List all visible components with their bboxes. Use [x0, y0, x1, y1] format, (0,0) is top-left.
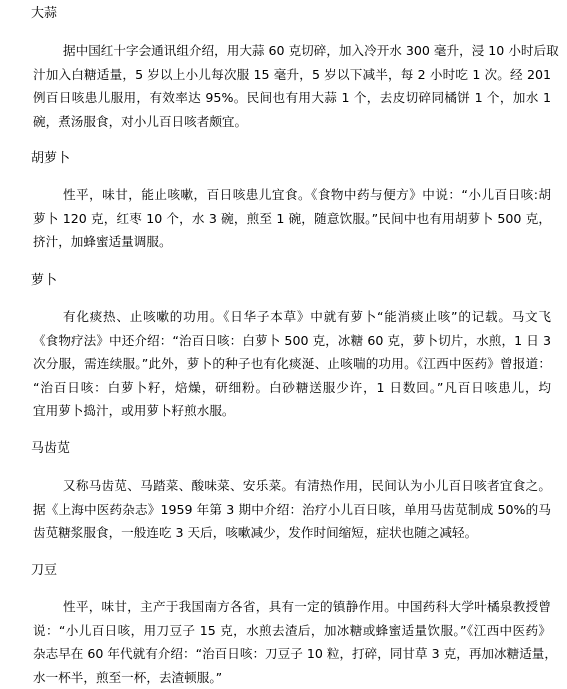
section-body-radish — [33, 305, 551, 423]
section-heading-garlic: 大蒜 — [31, 6, 58, 21]
text-line: “治百日咳：白萝卜籽，焙燥，研细粉。白砂糖送服少许，1 日数回。”凡百日咳患儿，均 — [33, 379, 551, 395]
text-line: 汁加入白糖适量，5 岁以上小儿每次服 15 毫升，5 岁以下减半，每 2 小时吃 1 次。经 201 — [33, 66, 551, 82]
text-line: 次分服，需连续服。”此外，萝卜的种子也有化痰涎、止咳喘的功用。《江西中医药》曾报道： — [33, 356, 551, 371]
section-heading-purslane: 马齿苋 — [31, 441, 71, 456]
text-line: 说：“小儿百日咳，用刀豆子 15 克，水煎去渣后，加冰糖或蜂蜜适量饮服。”《江西中医药》 — [33, 622, 551, 638]
section-heading-radish: 萝卜 — [31, 273, 58, 288]
text-line: 《食物疗法》中还介绍：“治百日咳：白萝卜 500 克，冰糖 60 克，萝卜切片，水煎，1 日 3 — [33, 332, 551, 348]
text-line: 性平，味甘，主产于我国南方各省，具有一定的镇静作用。中国药科大学叶橘泉教授曾 — [63, 599, 551, 614]
text-line: 有化痰热、止咳嗽的功用。《日华子本草》中就有萝卜“能消痰止咳”的记载。马文飞 — [63, 309, 551, 324]
text-line: 齿苋糖浆服食，一般连吃 3 天后，咳嗽减少，发作时间缩短，症状也随之减轻。 — [33, 525, 478, 540]
text-line: 杂志早在 60 年代就有介绍：“治百日咳：刀豆子 10 粒，打碎，同甘草 3 克，再加冰糖适量， — [33, 646, 557, 661]
section-heading-carrot: 胡萝卜 — [31, 151, 71, 166]
text-line: 又称马齿苋、马踏菜、酸味菜、安乐菜。有清热作用，民间认为小儿百日咳者宜食之。 — [63, 478, 551, 493]
text-line: 宜用萝卜捣汁，或用萝卜籽煎水服。 — [33, 403, 235, 418]
text-line: 碗，煮汤服食，对小儿百日咳者颇宜。 — [33, 113, 248, 129]
section-body-purslane — [33, 474, 551, 545]
section-body-sword-bean — [33, 595, 557, 689]
text-line: 水一杯半，煎至一杯，去渣顿服。” — [33, 669, 223, 685]
text-line: 例百日咳患儿服用，有效率达 95%。民间也有用大蒜 1 个，去皮切碎同橘饼 1 个，加水 1 — [33, 90, 551, 105]
text-line: 萝卜 120 克，红枣 10 个，水 3 碗，煎至 1 碗，随意饮服。”民间中也有用胡萝卜 500 克， — [33, 210, 551, 226]
section-body-carrot — [33, 183, 551, 254]
section-heading-sword-bean: 刀豆 — [31, 563, 58, 578]
text-line: 性平，味甘，能止咳嗽，百日咳患儿宜食。《食物中药与便方》中说：“小儿百日咳:胡 — [63, 187, 551, 202]
text-line: 挤汁，加蜂蜜适量调服。 — [33, 234, 172, 249]
text-line: 据中国红十字会通讯组介绍，用大蒜 60 克切碎，加入冷开水 300 毫升，浸 10 小时后取 — [63, 43, 559, 58]
text-line: 据《上海中医药杂志》1959 年第 3 期中介绍：治疗小儿百日咳，单用马齿苋制成 50%的马 — [33, 501, 551, 517]
section-body-garlic — [33, 39, 559, 133]
